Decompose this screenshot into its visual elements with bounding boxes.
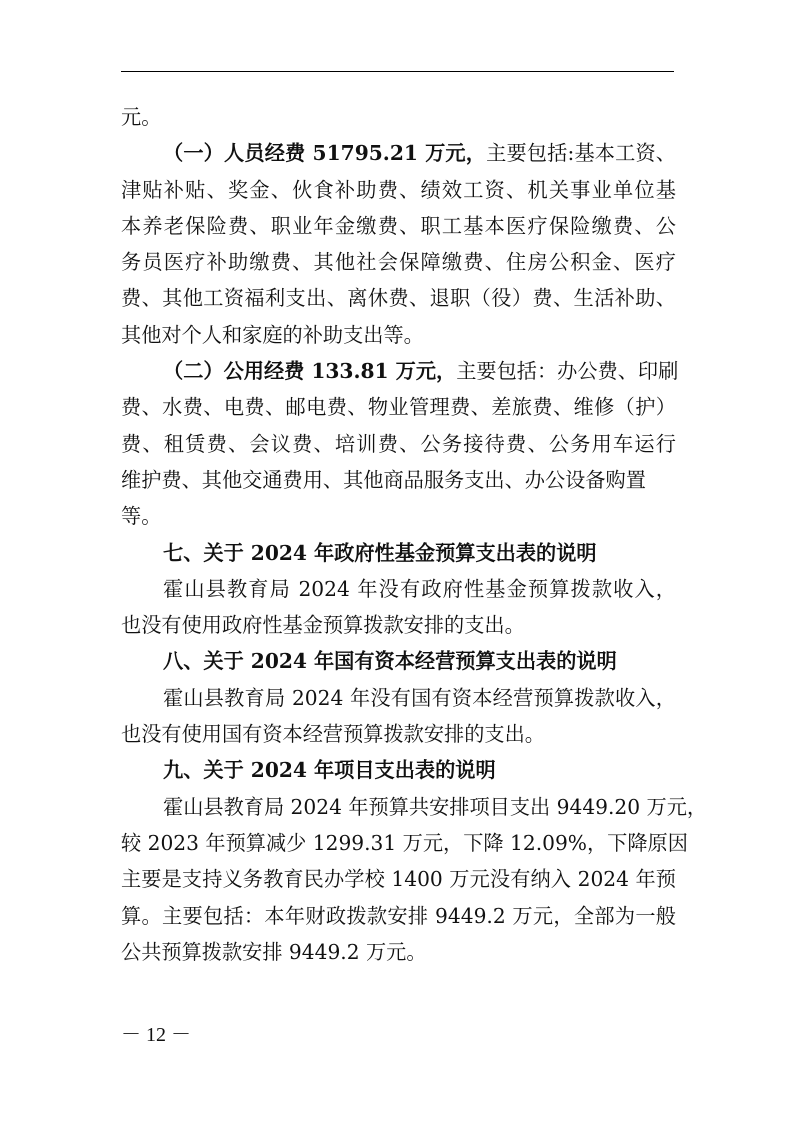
body-text [121,99,708,970]
text-line [121,426,676,462]
text-line [121,789,708,825]
text-run: 津贴补贴、奖金、伙食补助费、绩效工资、机关事业单位基 [121,177,676,202]
text-run: 元。 [121,105,162,129]
text-run: 费、水费、电费、邮电费、物业管理费、差旅费、维修（护） [121,395,676,420]
text-run: 主要是支持义务教育民办学校 1400 万元没有纳入 2024 年预 [121,867,676,892]
text-run: 较 2023 年预算减少 1299.31 万元，下降 12.09%，下降原因 [121,830,688,855]
text-run: 维护费、其他交通费用、其他商品服务支出、办公设备购置 [121,467,646,492]
text-run: 公共预算拨款安排 9449.2 万元。 [121,939,427,964]
text-run: 本养老保险费、职业年金缴费、职工基本医疗保险缴费、公 [121,213,676,238]
text-line [121,244,676,280]
text-run: 也没有使用政府性基金预算拨款安排的支出。 [121,613,525,638]
text-line [121,172,676,208]
text-line [121,898,676,934]
text-line [121,571,676,607]
bold-text-run: （一）人员经费 51795.21 万元， [163,141,487,166]
text-line [121,716,676,752]
text-run: 霍山县教育局 2024 年没有国有资本经营预算拨款收入， [163,685,676,710]
text-run: 霍山县教育局 2024 年预算共安排项目支出 9449.20 万元， [163,794,708,819]
text-line [121,861,676,897]
text-line [121,280,676,316]
text-line [121,934,676,970]
text-line [121,680,676,716]
text-run: 费、租赁费、会议费、培训费、公务接待费、公务用车运行 [121,431,676,456]
text-run: 务员医疗补助缴费、其他社会保障缴费、住房公积金、医疗 [121,250,676,275]
text-line [121,643,676,679]
text-line [121,462,676,498]
text-line [121,825,688,861]
text-line [121,389,676,425]
text-line [121,99,676,135]
header-rule [121,71,674,72]
bold-text-run: 九、关于 2024 年项目支出表的说明 [163,758,496,783]
text-run: 主要包括：办公费、印刷 [456,359,679,384]
text-line [121,498,676,534]
text-line [121,752,676,788]
bold-text-run: 七、关于 2024 年政府性基金预算支出表的说明 [163,540,597,565]
text-line [121,353,679,389]
text-run: 也没有使用国有资本经营预算拨款安排的支出。 [121,722,545,747]
page-number: － 12 － [121,1024,191,1046]
bold-text-run: （二）公用经费 133.81 万元， [163,359,457,384]
text-line [121,607,676,643]
bold-text-run: 八、关于 2024 年国有资本经营预算支出表的说明 [163,649,617,674]
text-line [121,535,676,571]
text-run: 等。 [121,504,162,529]
text-line [121,135,676,171]
text-run: 主要包括:基本工资、 [486,141,676,166]
text-run: 其他对个人和家庭的补助支出等。 [121,322,424,347]
text-run: 霍山县教育局 2024 年没有政府性基金预算拨款收入， [163,576,676,601]
text-run: 算。主要包括：本年财政拨款安排 9449.2 万元，全部为一般 [121,903,676,928]
text-line [121,317,676,353]
text-line [121,208,676,244]
text-run: 费、其他工资福利支出、离休费、退职（役）费、生活补助、 [121,286,676,311]
